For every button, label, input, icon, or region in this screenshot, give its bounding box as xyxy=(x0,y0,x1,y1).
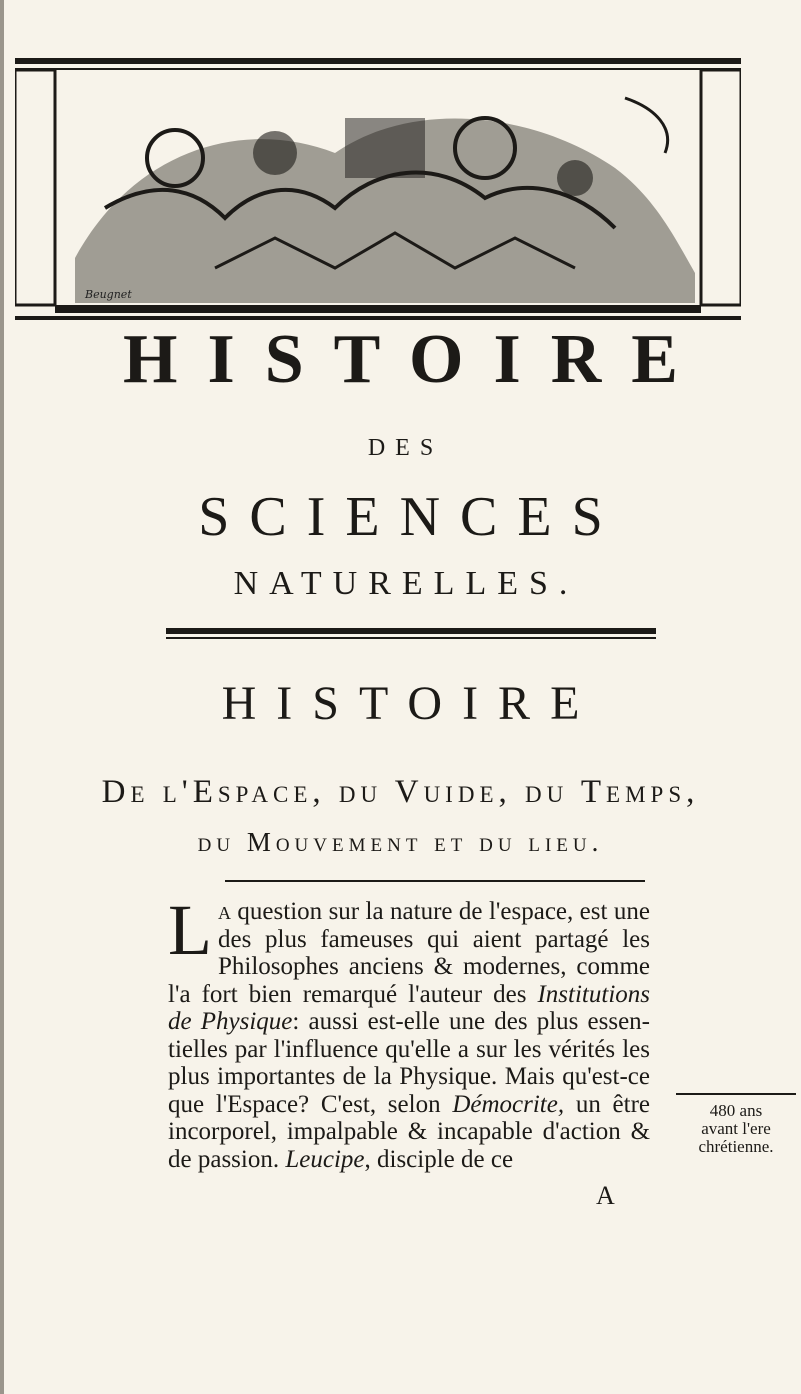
body-line: : aussi est-elle une des plus essen- xyxy=(292,1008,650,1035)
person-name: Leucipe xyxy=(285,1145,365,1173)
ornamental-rule-thick xyxy=(166,628,656,634)
margin-note-line-3: chrétienne. xyxy=(698,1137,774,1156)
body-line: une des plus fameuses qui aient partagé xyxy=(217,898,651,953)
body-line: question sur la nature de l'espace, est xyxy=(237,898,608,925)
margin-note-line-2: avant l'ere xyxy=(701,1119,771,1138)
first-word: a xyxy=(217,898,231,925)
body-line: un être incorporel, impalpable & incapable xyxy=(168,1090,651,1145)
engraver-signature: Beugnet xyxy=(85,288,132,301)
body-line: les plus importantes de la Physique. Mais xyxy=(168,1035,650,1090)
drop-cap: L xyxy=(168,890,212,970)
chapter-subtitle-line-1: De l'Espace, du Vuide, du Temps, xyxy=(101,774,700,810)
body-line: l'a fort bien remarqué l'auteur des xyxy=(168,980,527,1008)
ornamental-rule-thin xyxy=(166,637,656,639)
chapter-subtitle-line-2: du Mouvement et du lieu. xyxy=(197,827,604,857)
body-paragraph xyxy=(168,890,651,1173)
body-line: tielles par l'influence qu'elle a sur les vérités xyxy=(168,1035,616,1063)
body-line: qu'est-ce que l'Espace? C'est, selon xyxy=(168,1063,650,1118)
headpiece-illustration xyxy=(15,58,741,323)
person-name: Démocrite, xyxy=(452,1090,565,1118)
section-rule xyxy=(225,880,645,882)
book-reference: de Physique xyxy=(168,1008,293,1035)
book-reference: Institutions xyxy=(537,980,650,1008)
margin-note-line-1: 480 ans xyxy=(709,1101,763,1120)
margin-note xyxy=(672,1102,800,1156)
body-line: , disciple de ce xyxy=(364,1145,514,1173)
engraved-headpiece xyxy=(15,58,741,323)
catchword: A xyxy=(596,1181,615,1210)
margin-note-rule xyxy=(676,1093,796,1095)
body-line: d'action & de passion. xyxy=(168,1118,651,1173)
book-title-naturelles: NATURELLES. xyxy=(233,565,579,602)
body-line: les Philosophes anciens & modernes, comme xyxy=(217,925,650,980)
book-title-sciences: SCIENCES xyxy=(198,486,623,548)
book-title-histoire: HISTOIRE xyxy=(123,321,708,398)
book-title-des: DES xyxy=(367,435,444,461)
chapter-heading: HISTOIRE xyxy=(221,677,600,730)
